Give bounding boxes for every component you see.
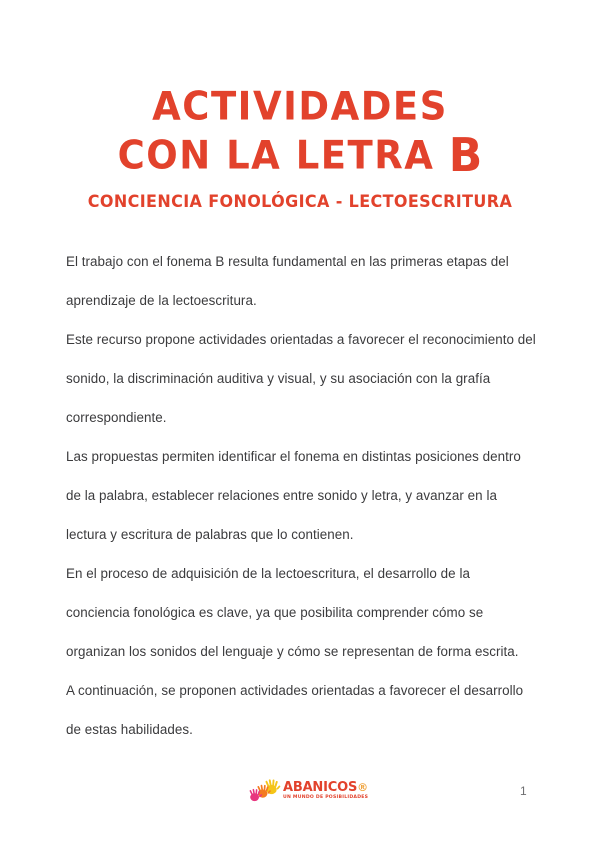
logo-tagline: UN MUNDO DE POSIBILIDADES: [283, 795, 369, 801]
title-block: [0, 83, 600, 212]
logo-text: [283, 781, 368, 801]
body-text: [66, 242, 536, 749]
page-title-line-2-prefix: CON LA LETRA: [117, 132, 449, 179]
logo-wordmark-text: ABANICOS: [283, 779, 358, 795]
paragraph: Este recurso propone actividades orientadas a favorecer el reconocimiento del sonido, la discriminación auditiva y visual, y su asociación con la grafía correspondiente.: [66, 332, 536, 425]
logo-registered-mark: ®: [357, 780, 368, 794]
paragraph: En el proceso de adquisición de la lectoescritura, el desarrollo de la conciencia fonológica es clave, ya que posibilita comprender cómo se organizan los sonidos del lenguaje y cómo se representan de forma escrita.: [66, 566, 519, 659]
page-title-line-1: ACTIVIDADES: [152, 83, 448, 130]
page-title-line-2: [0, 128, 600, 183]
page-title-letter-b: B: [448, 128, 483, 183]
abanicos-logo: [248, 776, 368, 806]
page-subtitle: CONCIENCIA FONOLÓGICA - LECTOESCRITURA: [87, 192, 513, 212]
logo-wordmark: [283, 781, 368, 794]
handprints-icon: [248, 777, 282, 805]
paragraph: A continuación, se proponen actividades orientadas a favorecer el desarrollo de estas habilidades.: [66, 683, 524, 737]
page-number: 1: [520, 784, 527, 798]
page-footer: [0, 776, 600, 816]
paragraph: Las propuestas permiten identificar el fonema en distintas posiciones dentro de la palabra, establecer relaciones entre sonido y letra, y avanzar en la lectura y escritura de palabras que lo contienen.: [66, 449, 521, 542]
paragraph: El trabajo con el fonema B resulta fundamental en las primeras etapas del aprendizaje de la lectoescritura.: [66, 254, 509, 308]
